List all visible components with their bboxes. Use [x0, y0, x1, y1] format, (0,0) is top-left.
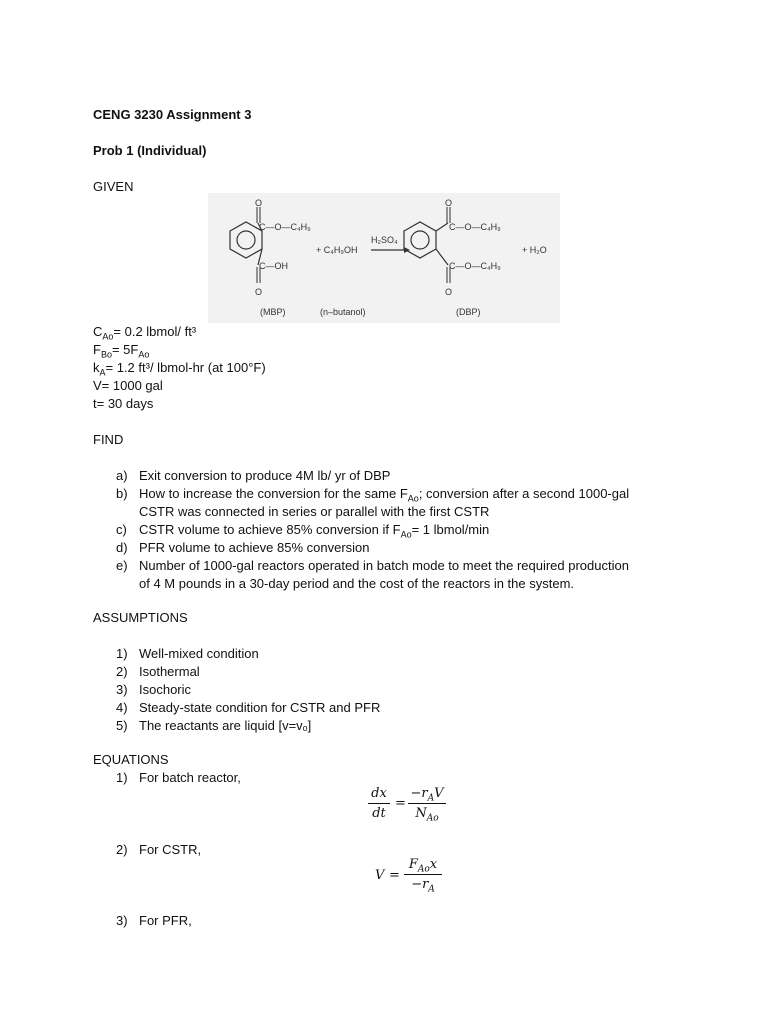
mbp-ester-group: C—O—C₄H₉ [259, 222, 311, 232]
given-value-v: V= 1000 gal [93, 378, 163, 393]
water-formula: + H₂O [522, 245, 547, 255]
page-title: CENG 3230 Assignment 3 [93, 107, 252, 122]
dbp-ring [404, 222, 448, 265]
equations-heading: EQUATIONS [93, 752, 169, 767]
cstr-fraction: $F_{Ao}x$ $-r_A$ [404, 857, 442, 892]
given-value-ka: $k_A= 1.2$ ft³/ lbmol-hr (at 100°F) [93, 360, 266, 378]
reaction-scheme [208, 193, 560, 323]
mbp-o-top: O [255, 198, 263, 208]
cstr-equals: = [389, 868, 400, 883]
batch-lhs-fraction: dx dt [368, 786, 390, 821]
dbp-o-bottom: O [445, 287, 453, 297]
given-value-cao: $C_{Ao}= 0.2$ lbmol/ ft³ [93, 324, 197, 342]
mbp-o-bottom: O [255, 287, 263, 297]
batch-equals: = [395, 796, 406, 811]
catalyst-label: H₂SO₄ [371, 235, 398, 245]
batch-rhs-fraction: $-r_AV$ $N_{Ao}$ [408, 786, 446, 821]
mbp-label: (MBP) [260, 307, 286, 317]
cstr-lhs: V [375, 868, 385, 883]
butanol-formula: + C₄H₉OH [316, 245, 358, 255]
given-value-t: t= 30 days [93, 396, 154, 411]
dbp-ester-group-top: C—O—C₄H₉ [449, 222, 501, 232]
dbp-label: (DBP) [456, 307, 481, 317]
assumptions-heading: ASSUMPTIONS [93, 610, 188, 625]
find-heading: FIND [93, 432, 124, 447]
given-heading: GIVEN [93, 179, 134, 194]
dbp-o-top: O [445, 198, 453, 208]
butanol-label: (n–butanol) [320, 307, 366, 317]
given-value-fbo: $F_{Bo}= 5F_{Ao}$ [93, 342, 150, 360]
problem-heading: Prob 1 (Individual) [93, 143, 207, 158]
dbp-ester-group-bottom: C—O—C₄H₉ [449, 261, 501, 271]
mbp-ring [230, 222, 262, 265]
mbp-acid-group: C—OH [259, 261, 288, 271]
